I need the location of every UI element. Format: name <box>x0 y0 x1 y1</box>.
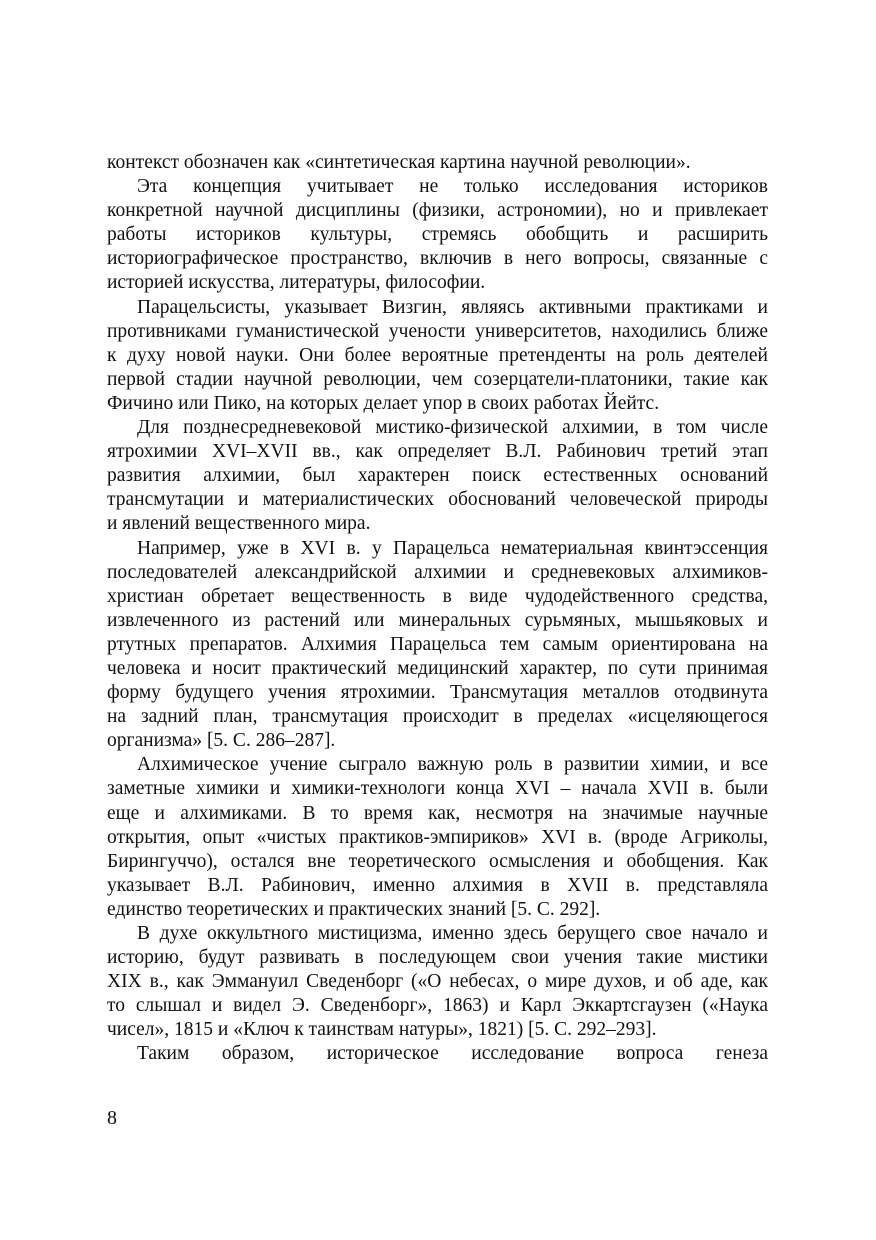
text-line: Парацельсисты, указывает Визгин, являясь активными практиками и <box>137 296 768 318</box>
text-line: контекст обозначен как «синтетическая картина научной революции». <box>107 152 691 173</box>
text-line: последователей александрийской алхимии и средневековых алхимиков- <box>107 561 768 583</box>
text-line: заметные химики и химики-технологи конца XVI – начала XVII в. были <box>107 778 768 800</box>
text-line: конкретной научной дисциплины (физики, астрономии), но и привлекает <box>107 200 768 222</box>
text-line: историографическое пространство, включив в него вопросы, связанные с <box>107 248 768 270</box>
text-line: извлеченного из растений или минеральных сурьмяных, мышьяковых и <box>107 609 768 631</box>
text-line: и явлений вещественного мира. <box>107 513 371 535</box>
paragraph <box>107 1042 768 1066</box>
page-number: 8 <box>107 1107 117 1129</box>
text-line: первой стадии научной революции, чем созерцатели-платоники, такие как <box>107 368 768 390</box>
text-line: Алхимическое учение сыграло важную роль в развитии химии, и все <box>137 754 768 776</box>
text-line: работы историков культуры, стремясь обобщить и расширить <box>107 224 768 246</box>
text-line: Фичино или Пико, на которых делает упор в своих работах Йейтс. <box>107 392 660 414</box>
text-line: трансмутации и материалистических обоснований человеческой природы <box>107 489 768 511</box>
text-line: Для позднесредневековой мистико-физической алхимии, в том числе <box>137 417 768 439</box>
text-line: В духе оккультного мистицизма, именно здесь берущего свое начало и <box>137 923 768 944</box>
text-line: XIX в., как Эммануил Сведенборг («О небесах, о мире духов, и об аде, как <box>107 971 768 993</box>
text-line: ятрохимии XVI–XVII вв., как определяет В.Л. Рабинович третий этап <box>107 441 768 463</box>
text-line: еще и алхимиками. В то время как, несмотря на значимые научные <box>107 802 768 824</box>
paragraph <box>107 416 768 536</box>
text-line: то слышал и видел Э. Сведенборг», 1863) и Карл Эккартсгаузен («Наука <box>107 995 768 1017</box>
text-line: историей искусства, литературы, философии. <box>107 272 486 294</box>
text-line: форму будущего учения ятрохимии. Трансмутация металлов отодвинута <box>107 682 768 704</box>
text-line: развития алхимии, был характерен поиск естественных оснований <box>107 465 768 487</box>
text-line: противниками гуманистической учености университетов, находились ближе <box>107 320 768 342</box>
paragraph <box>107 175 768 295</box>
text-line: христиан обретает вещественность в виде чудодейственного средства, <box>107 585 768 607</box>
paragraph <box>107 537 768 754</box>
text-line: ртутных препаратов. Алхимия Парацельса тем самым ориентирована на <box>107 633 768 655</box>
text-line: Например, уже в XVI в. у Парацельса нематериальная квинтэссенция <box>137 537 768 559</box>
body-text <box>107 151 768 1067</box>
text-line: Эта концепция учитывает не только исследования историков <box>137 176 768 198</box>
text-line: на задний план, трансмутация происходит в пределах «исцеляющегося <box>107 706 768 728</box>
text-line: человека и носит практический медицинский характер, по сути принимая <box>107 657 768 679</box>
text-line: историю, будут развивать в последующем свои учения такие мистики <box>107 947 768 969</box>
text-line: Бирингуччо), остался вне теоретического осмысления и обобщения. Как <box>107 850 768 872</box>
paragraph <box>107 296 768 416</box>
paragraph <box>107 922 768 1042</box>
paragraph <box>107 151 768 175</box>
text-line: Таким образом, историческое исследование вопроса генеза <box>137 1043 768 1065</box>
text-line: к духу новой науки. Они более вероятные претенденты на роль деятелей <box>107 344 768 366</box>
paragraph <box>107 753 768 922</box>
text-line: указывает В.Л. Рабинович, именно алхимия в XVII в. представляла <box>107 874 768 896</box>
text-line: единство теоретических и практических знаний [5. С. 292]. <box>107 898 601 920</box>
text-line: организма» [5. С. 286–287]. <box>107 730 336 752</box>
text-line: чисел», 1815 и «Ключ к таинствам натуры», 1821) [5. С. 292–293]. <box>107 1019 657 1041</box>
text-line: открытия, опыт «чистых практиков-эмпириков» XVI в. (вроде Агриколы, <box>107 826 768 848</box>
